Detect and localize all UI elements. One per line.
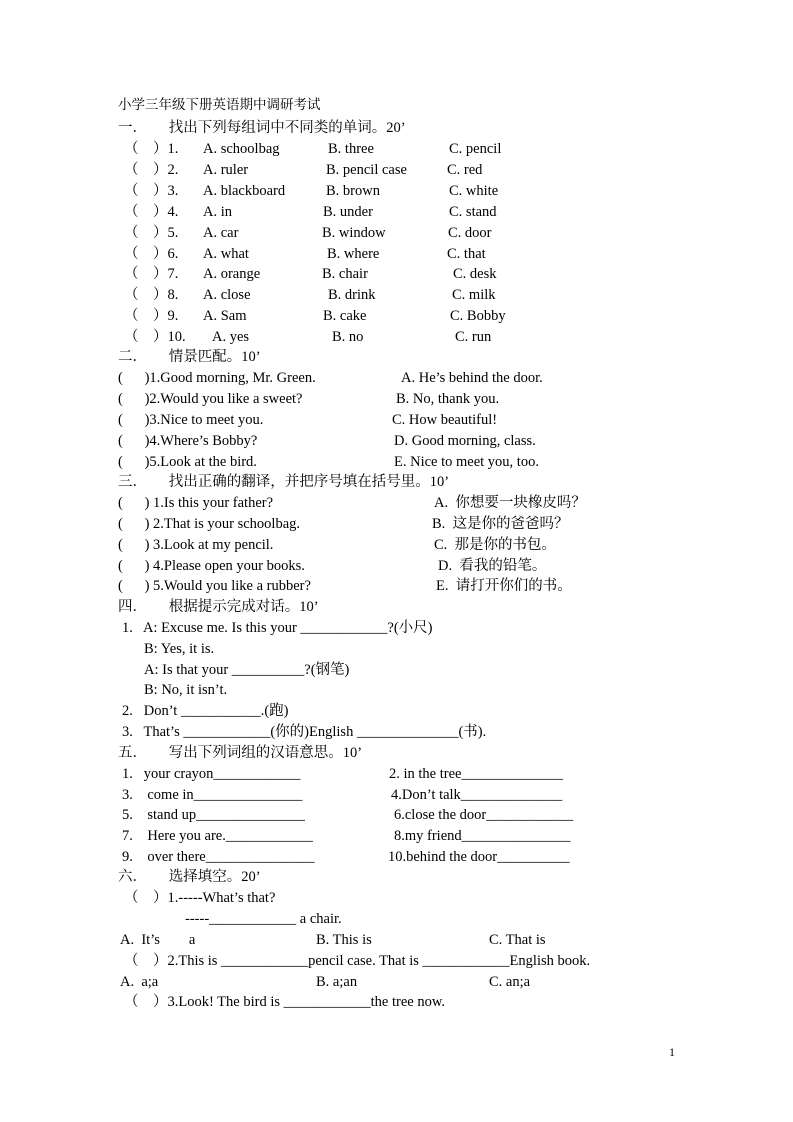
question-line: （ ）3.Look! The bird is ____________the tree now.: [124, 994, 445, 1010]
section-4-heading: 四． 根据提示完成对话。10’: [118, 599, 319, 615]
page-number: 1: [669, 1045, 675, 1059]
section-6-heading: 六． 选择填空。20’: [118, 869, 261, 885]
dialogue-line: B: No, it isn’t.: [144, 682, 228, 698]
question-line: -----____________ a chair.: [185, 911, 342, 927]
dialogue-line: A: Is that your __________?(钢笔): [144, 662, 350, 678]
question-line: （ ）1.-----What’s that?: [124, 890, 276, 906]
question-line: （ ）2.This is ____________pencil case. That is ____________English book.: [124, 953, 591, 969]
dialogue-line: 2. Don’t ___________.(跑): [122, 703, 289, 719]
dialogue-line: B: Yes, it is.: [144, 641, 215, 657]
dialogue-line: 3. That’s ____________(你的)English ______________(书).: [122, 724, 487, 740]
section-1-heading: 一． 找出下列每组词中不同类的单词。20’: [118, 120, 406, 136]
doc-title: 小学三年级下册英语期中调研考试: [118, 97, 321, 112]
section-5-heading: 五． 写出下列词组的汉语意思。10’: [118, 745, 363, 761]
dialogue-line: 1. A: Excuse me. Is this your ____________?(小尺): [122, 620, 433, 636]
section-3-heading: 三． 找出正确的翻译，并把序号填在括号里。10’: [118, 474, 450, 490]
section-2-heading: 二． 情景匹配。10’: [118, 349, 261, 365]
